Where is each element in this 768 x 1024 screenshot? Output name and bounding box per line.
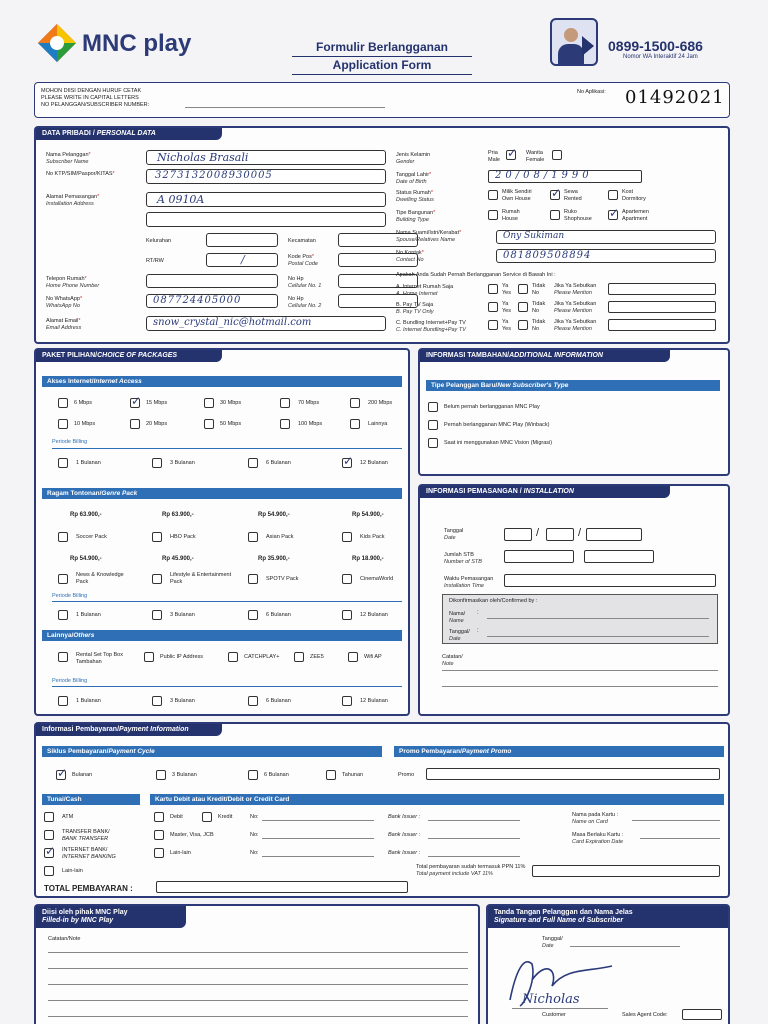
cash-heading: Tunai/Cash (42, 794, 140, 805)
stb-count-label: Jumlah STB Number of STB (444, 552, 482, 565)
apartment-label: Apartemen Apartment (622, 209, 649, 222)
house-checkbox[interactable] (488, 210, 498, 220)
stb-count-field-1[interactable] (504, 550, 574, 563)
others-billing-12-checkbox[interactable] (342, 696, 352, 706)
genre-price-6: Rp 45.900,- (162, 556, 194, 562)
stb-count-field-2[interactable] (584, 550, 654, 563)
genre-billing-6-checkbox[interactable] (248, 610, 258, 620)
internet-billing-1-label: 1 Bulanan (76, 460, 101, 466)
rtrw-field[interactable]: / (206, 253, 278, 267)
winback-checkbox[interactable] (428, 420, 438, 430)
install-note-line-2[interactable] (442, 686, 718, 687)
gender-label: Jenis Kelamin Gender (396, 152, 431, 165)
others-billing-6-label: 6 Bulanan (266, 698, 291, 704)
genre-price-2: Rp 63.900,- (162, 512, 194, 518)
prior-c-yes-label: Ya Yes (502, 319, 511, 332)
prior-c-mention-field[interactable] (608, 319, 716, 331)
female-checkbox[interactable] (552, 150, 562, 160)
speed-15-checkbox[interactable] (130, 398, 140, 408)
bank-issuer-line-2[interactable] (428, 838, 520, 839)
news-pack-label: News & Knowledge Pack (76, 572, 124, 585)
prior-b-label: B. Pay TV Saja B. Pay TV Only (396, 302, 434, 315)
home-phone-label: Telepon Rumah* Home Phone Number (46, 276, 100, 289)
prior-b-mention-field[interactable] (608, 301, 716, 313)
master-visa-no-line[interactable] (262, 838, 374, 839)
prior-a-label: A. Internet Rumah Saja A. Home Internet (396, 284, 454, 297)
confirm-date-label: Tanggal/ Date (449, 629, 470, 642)
cycle-3m-label: 3 Bulanan (172, 772, 197, 778)
install-time-field[interactable] (504, 574, 716, 587)
asian-pack-checkbox[interactable] (248, 532, 258, 542)
rented-label: Sewa Rented (564, 189, 582, 202)
internet-billing-6-checkbox[interactable] (248, 458, 258, 468)
debit-checkbox[interactable] (154, 812, 164, 822)
signature-heading: Tanda Tangan Pelanggan dan Nama Jelas Signature and Full Name of Subscriber (488, 906, 728, 928)
signature-line[interactable] (512, 1008, 608, 1009)
speed-10-checkbox[interactable] (58, 419, 68, 429)
spouse-field[interactable]: Ony Sukiman (496, 230, 716, 244)
ktp-label: No KTP/SIM/Paspor/KITAS* (46, 171, 115, 177)
cinemaworld-checkbox[interactable] (342, 574, 352, 584)
migration-checkbox[interactable] (428, 438, 438, 448)
internet-billing-3-checkbox[interactable] (152, 458, 162, 468)
confirm-name-label: Nama/ Name (449, 611, 466, 624)
others-billing-3-label: 3 Bulanan (170, 698, 195, 704)
install-date-day[interactable] (504, 528, 532, 541)
cinemaworld-label: CinemaWorld (360, 576, 394, 582)
promo-field[interactable] (426, 768, 720, 780)
cycle-yearly-label: Tahunan (342, 772, 364, 778)
install-time-label: Waktu Pemasangan Installation Time (444, 576, 494, 589)
speed-200-label: 200 Mbps (368, 400, 393, 406)
rental-stb-checkbox[interactable] (58, 652, 68, 662)
genre-billing-3-label: 3 Bulanan (170, 612, 195, 618)
prior-c-yes-checkbox[interactable] (488, 320, 498, 330)
signature-date-line[interactable] (570, 946, 680, 947)
card-other-no-label: No: (250, 850, 259, 856)
building-label: Tipe Bangunan* Building Type (396, 210, 436, 223)
cycle-6m-label: 6 Bulanan (264, 772, 289, 778)
lifestyle-pack-label: Lifestyle & Entertainment Pack (170, 572, 232, 585)
whatsapp-label: No WhatsApp* WhatsApp No (46, 296, 83, 309)
news-pack-checkbox[interactable] (58, 574, 68, 584)
payment-cycle-heading: Siklus Pembayaran/Payment Cycle (42, 746, 382, 757)
bank-issuer-label-1: Bank Issuer : (388, 814, 421, 820)
hp2-label: No Hp Cellular No. 2 (288, 296, 322, 309)
speed-other-checkbox[interactable] (350, 419, 360, 429)
others-billing-1-label: 1 Bulanan (76, 698, 101, 704)
speed-200-checkbox[interactable] (350, 398, 360, 408)
cash-other-checkbox[interactable] (44, 866, 54, 876)
card-heading: Kartu Debit atau Kredit/Debit or Credit Card (150, 794, 724, 805)
cycle-monthly-label: Bulanan (72, 772, 93, 778)
hbo-pack-checkbox[interactable] (152, 532, 162, 542)
genre-price-8: Rp 18.900,- (352, 556, 384, 562)
name-label: Nama Pelanggan* Subscriber Name (46, 152, 91, 165)
customer-label: Customer (542, 1012, 566, 1018)
prior-b-no-label: Tidak No (532, 301, 546, 314)
intro-line-1: MOHON DIISI DENGAN HURUF CETAK (41, 88, 142, 94)
mnc-office-panel (34, 904, 480, 1024)
cycle-yearly-checkbox[interactable] (326, 770, 336, 780)
kids-pack-label: Kids Pack (360, 534, 385, 540)
master-visa-checkbox[interactable] (154, 830, 164, 840)
genre-billing-divider (52, 601, 402, 602)
catchplay-checkbox[interactable] (228, 652, 238, 662)
prior-c-no-label: Tidak No (532, 319, 546, 332)
confirm-name-line[interactable] (487, 618, 709, 619)
prior-a-no-label: Tidak No (532, 283, 546, 296)
apartment-checkbox[interactable] (608, 210, 618, 220)
dormitory-checkbox[interactable] (608, 190, 618, 200)
form-title-id: Formulir Berlangganan (292, 40, 472, 57)
confirmed-by-label: Dikonfirmasikan oleh/Confirmed by : (449, 598, 538, 604)
packages-panel (34, 348, 410, 716)
logo-icon (36, 22, 78, 64)
internet-billing-1-checkbox[interactable] (58, 458, 68, 468)
prior-b-mention-label: Jika Ya Sebutkan Please Mention (554, 301, 597, 314)
prior-c-label: C. Bundling Internet+Pay TV C. Internet Bundling+Pay TV (396, 320, 466, 333)
internet-banking-checkbox[interactable] (44, 848, 54, 858)
total-payment-field[interactable] (156, 881, 408, 893)
kelurahan-label: Kelurahan (146, 238, 172, 244)
prior-b-no-checkbox[interactable] (518, 302, 528, 312)
signature-date-label: Tanggal/ Date (542, 936, 563, 949)
postal-label: Kode Pos* Postal Code (288, 254, 318, 267)
card-other-label: Lain-lain (170, 850, 191, 856)
speed-15-label: 15 Mbps (146, 400, 168, 406)
own-house-label: Milik Sendiri Own House (502, 189, 532, 202)
office-note-line-1[interactable] (48, 952, 468, 953)
installation-panel (418, 484, 730, 716)
installation-heading: INFORMASI PEMASANGAN / INSTALLATION (420, 486, 670, 498)
female-label: Wanita Female (526, 150, 545, 163)
prior-question: Apakah Anda Sudah Pernah Berlangganan Service di Bawah Ini : (396, 272, 556, 278)
address-label: Alamat Pemasangan* Installation Address (46, 194, 100, 207)
genre-billing-12-checkbox[interactable] (342, 610, 352, 620)
internet-billing-12-label: 12 Bulanan (360, 460, 388, 466)
sales-agent-label: Sales Agent Code: (622, 1012, 668, 1018)
speed-100-checkbox[interactable] (280, 419, 290, 429)
name-field[interactable]: Nicholas Brasali (146, 150, 386, 165)
dormitory-label: Kost Dormitory (622, 189, 646, 202)
shophouse-checkbox[interactable] (550, 210, 560, 220)
own-house-checkbox[interactable] (488, 190, 498, 200)
migration-label: Saat ini menggunakan MNC Vision (Migrasi) (444, 440, 553, 446)
others-billing-3-checkbox[interactable] (152, 696, 162, 706)
internet-billing-divider (52, 448, 402, 449)
prior-c-no-checkbox[interactable] (518, 320, 528, 330)
male-label: Pria Male (488, 150, 500, 163)
cycle-monthly-checkbox[interactable] (56, 770, 66, 780)
internet-billing-3-label: 3 Bulanan (170, 460, 195, 466)
credit-label: Kredit (218, 814, 233, 820)
address-field-1[interactable]: A 0910A (146, 192, 386, 207)
whatsapp-field[interactable]: 087724405000 (146, 294, 278, 308)
others-billing-6-checkbox[interactable] (248, 696, 258, 706)
signature-panel (486, 904, 730, 1024)
date-separator-2: / (578, 527, 582, 539)
promo-label: Promo (398, 772, 415, 778)
office-note-line-3[interactable] (48, 984, 468, 985)
speed-70-checkbox[interactable] (280, 398, 290, 408)
speed-50-label: 50 Mbps (220, 421, 242, 427)
shophouse-label: Ruko Shophouse (564, 209, 592, 222)
dwelling-label: Status Rumah* Dwelling Status (396, 190, 434, 203)
speed-50-checkbox[interactable] (204, 419, 214, 429)
hotline-note: Nomor WA Interaktif 24 Jam (623, 54, 698, 60)
genre-billing-1-label: 1 Bulanan (76, 612, 101, 618)
dob-field[interactable]: 20/08/1990 (488, 170, 642, 183)
spotv-pack-label: SPOTV Pack (266, 576, 299, 582)
public-ip-checkbox[interactable] (144, 652, 154, 662)
debit-credit-no-label: No: (250, 814, 259, 820)
office-note-line-5[interactable] (48, 1016, 468, 1017)
speed-100-label: 100 Mbps (298, 421, 323, 427)
house-label: Rumah House (502, 209, 520, 222)
address-field-2[interactable] (146, 212, 386, 227)
master-visa-label: Master, Visa, JCB (170, 832, 214, 838)
internet-banking-label: INTERNET BANK/ INTERNET BANKING (62, 847, 116, 860)
payment-panel (34, 722, 730, 898)
genre-pack-heading: Ragam Tontonan/Genre Pack (42, 488, 402, 499)
speed-6-checkbox[interactable] (58, 398, 68, 408)
zee5-label: ZEE5 (310, 654, 324, 660)
vat-note: Total pembayaran sudah termasuk PPN 11% Total payment include VAT 11% (416, 864, 526, 877)
genre-billing-6-label: 6 Bulanan (266, 612, 291, 618)
bank-issuer-line-3[interactable] (428, 856, 520, 857)
brand-name: MNC play (82, 30, 192, 57)
internet-billing-label: Periode Billing (52, 439, 88, 445)
subscriber-type-heading: Tipe Pelanggan Baru/New Subscriber's Type (426, 380, 720, 391)
packages-heading: PAKET PILIHAN/CHOICE OF PACKAGES (36, 350, 222, 362)
genre-price-3: Rp 54.900,- (258, 512, 290, 518)
intro-line-3: NO PELANGGAN/SUBSCRIBER NUMBER: (41, 102, 150, 108)
speed-30-label: 30 Mbps (220, 400, 242, 406)
others-billing-divider (52, 686, 402, 687)
intro-line-2: PLEASE WRITE IN CAPITAL LETTERS (41, 95, 139, 101)
speed-20-label: 20 Mbps (146, 421, 168, 427)
kids-pack-checkbox[interactable] (342, 532, 352, 542)
internet-billing-12-checkbox[interactable] (342, 458, 352, 468)
sales-agent-field[interactable] (682, 1009, 722, 1020)
genre-price-5: Rp 54.900,- (70, 556, 102, 562)
speed-20-checkbox[interactable] (130, 419, 140, 429)
spouse-label: Nama Suami/Istri/Kerabat* Spouse/Relatives Name (396, 230, 462, 243)
atm-checkbox[interactable] (44, 812, 54, 822)
prior-a-no-checkbox[interactable] (518, 284, 528, 294)
debit-credit-no-line[interactable] (262, 820, 374, 821)
install-date-label: Tanggal Date (444, 528, 464, 541)
speed-10-label: 10 Mbps (74, 421, 96, 427)
bank-transfer-checkbox[interactable] (44, 830, 54, 840)
app-number: 01492021 (625, 87, 725, 108)
confirm-date-colon: : (477, 628, 479, 634)
brand-logo (36, 22, 216, 66)
bank-issuer-line-1[interactable] (428, 820, 520, 821)
speed-70-label: 70 Mbps (298, 400, 320, 406)
install-date-year[interactable] (586, 528, 642, 541)
rtrw-label: RT/RW (146, 258, 164, 264)
card-name-label: Nama pada Kartu : Name on Card (572, 812, 619, 825)
speed-6-label: 6 Mbps (74, 400, 93, 406)
confirmation-box (442, 594, 718, 644)
never-subscribed-label: Belum pernah berlangganan MNC Play (444, 404, 540, 410)
rented-checkbox[interactable] (550, 190, 560, 200)
form-title-en: Application Form (292, 58, 472, 75)
personal-data-panel (34, 126, 730, 344)
additional-info-panel (418, 348, 730, 476)
public-ip-label: Public IP Address (160, 654, 204, 660)
male-checkbox[interactable] (506, 150, 516, 160)
soccer-pack-checkbox[interactable] (58, 532, 68, 542)
mnc-office-heading: Diisi oleh pihak MNC Play Filled-in by MNC Play (36, 906, 186, 928)
kelurahan-field[interactable] (206, 233, 278, 247)
others-billing-12-label: 12 Bulanan (360, 698, 388, 704)
office-note-line-2[interactable] (48, 968, 468, 969)
others-heading: Lainnya/Others (42, 630, 402, 641)
catchplay-label: CATCHPLAY+ (244, 654, 280, 660)
bank-issuer-label-3: Bank Issuer : (388, 850, 421, 856)
credit-checkbox[interactable] (202, 812, 212, 822)
soccer-pack-label: Soccer Pack (76, 534, 107, 540)
prior-a-yes-label: Ya Yes (502, 283, 511, 296)
intro-panel (34, 82, 730, 118)
cycle-3m-checkbox[interactable] (156, 770, 166, 780)
vat-total-field[interactable] (532, 865, 720, 877)
phone-badge-icon (550, 18, 598, 66)
master-visa-no-label: No: (250, 832, 259, 838)
hotline-number: 0899-1500-686 (608, 38, 703, 54)
card-name-line[interactable] (632, 820, 720, 821)
install-note-line-1[interactable] (442, 670, 718, 671)
card-expiry-label: Masa Berlaku Kartu : Card Expiration Date (572, 832, 624, 845)
genre-price-1: Rp 63.900,- (70, 512, 102, 518)
speed-other-label: Lainnya (368, 421, 388, 427)
hp1-label: No Hp Cellular No. 1 (288, 276, 322, 289)
asian-pack-label: Asian Pack (266, 534, 294, 540)
genre-billing-1-checkbox[interactable] (58, 610, 68, 620)
zee5-checkbox[interactable] (294, 652, 304, 662)
rental-stb-label: Rental Set Top Box Tambahan (76, 652, 123, 665)
speed-30-checkbox[interactable] (204, 398, 214, 408)
card-other-checkbox[interactable] (154, 848, 164, 858)
never-subscribed-checkbox[interactable] (428, 402, 438, 412)
payment-promo-heading: Promo Pembayaran/Payment Promo (394, 746, 724, 757)
bank-issuer-label-2: Bank Issuer : (388, 832, 421, 838)
email-label: Alamat Email* Email Address (46, 318, 82, 331)
winback-label: Pernah berlangganan MNC Play (Winback) (444, 422, 550, 428)
office-note-line-4[interactable] (48, 1000, 468, 1001)
app-number-label: No Aplikasi: (577, 89, 606, 95)
bank-transfer-label: TRANSFER BANK/ BANK TRANSFER (62, 829, 110, 842)
genre-price-7: Rp 35.900,- (258, 556, 290, 562)
prior-a-yes-checkbox[interactable] (488, 284, 498, 294)
dob-label: Tanggal Lahir* Date of Birth (396, 172, 432, 185)
hbo-pack-label: HBO Pack (170, 534, 196, 540)
wifi-ap-checkbox[interactable] (348, 652, 358, 662)
date-separator-1: / (536, 527, 540, 539)
kecamatan-label: Kecamatan (288, 238, 316, 244)
payment-heading: Informasi Pembayaran/Payment Information (36, 724, 222, 736)
internet-access-heading: Akses Internet/Internet Access (42, 376, 402, 387)
card-expiry-line[interactable] (640, 838, 720, 839)
prior-b-yes-checkbox[interactable] (488, 302, 498, 312)
genre-price-4: Rp 54.900,- (352, 512, 384, 518)
cycle-6m-checkbox[interactable] (248, 770, 258, 780)
prior-b-yes-label: Ya Yes (502, 301, 511, 314)
office-note-label: Catatan/Note (48, 936, 81, 942)
prior-a-mention-label: Jika Ya Sebutkan Please Mention (554, 283, 597, 296)
email-field[interactable]: snow_crystal_nic@hotmail.com (146, 316, 386, 331)
others-billing-1-checkbox[interactable] (58, 696, 68, 706)
internet-billing-6-label: 6 Bulanan (266, 460, 291, 466)
install-note-label: Catatan/ Note (442, 654, 463, 667)
genre-billing-3-checkbox[interactable] (152, 610, 162, 620)
others-billing-label: Periode Billing (52, 678, 88, 684)
prior-a-mention-field[interactable] (608, 283, 716, 295)
confirm-date-line[interactable] (487, 636, 709, 637)
cash-other-label: Lain-lain (62, 868, 83, 874)
spotv-pack-checkbox[interactable] (248, 574, 258, 584)
lifestyle-pack-checkbox[interactable] (152, 574, 162, 584)
genre-billing-label: Periode Billing (52, 593, 88, 599)
atm-label: ATM (62, 814, 74, 820)
subscriber-number-field[interactable] (185, 107, 385, 108)
genre-billing-12-label: 12 Bulanan (360, 612, 388, 618)
personal-data-heading: DATA PRIBADI / PERSONAL DATA (36, 128, 222, 140)
prior-c-mention-label: Jika Ya Sebutkan Please Mention (554, 319, 597, 332)
additional-info-heading: INFORMASI TAMBAHAN/ADDITIONAL INFORMATION (420, 350, 670, 362)
ktp-field[interactable]: 3273132008930005 (146, 169, 386, 184)
home-phone-field[interactable] (146, 274, 278, 288)
signed-name: Nicholas (522, 992, 580, 1007)
contact-field[interactable]: 081809508894 (496, 249, 716, 263)
contact-label: No Kontak* Contact No (396, 250, 424, 263)
install-date-month[interactable] (546, 528, 574, 541)
confirm-name-colon: : (477, 610, 479, 616)
total-payment-label: TOTAL PEMBAYARAN : (44, 884, 133, 893)
debit-label: Debit (170, 814, 183, 820)
card-other-no-line[interactable] (262, 856, 374, 857)
wifi-ap-label: Wifi AP (364, 654, 382, 660)
